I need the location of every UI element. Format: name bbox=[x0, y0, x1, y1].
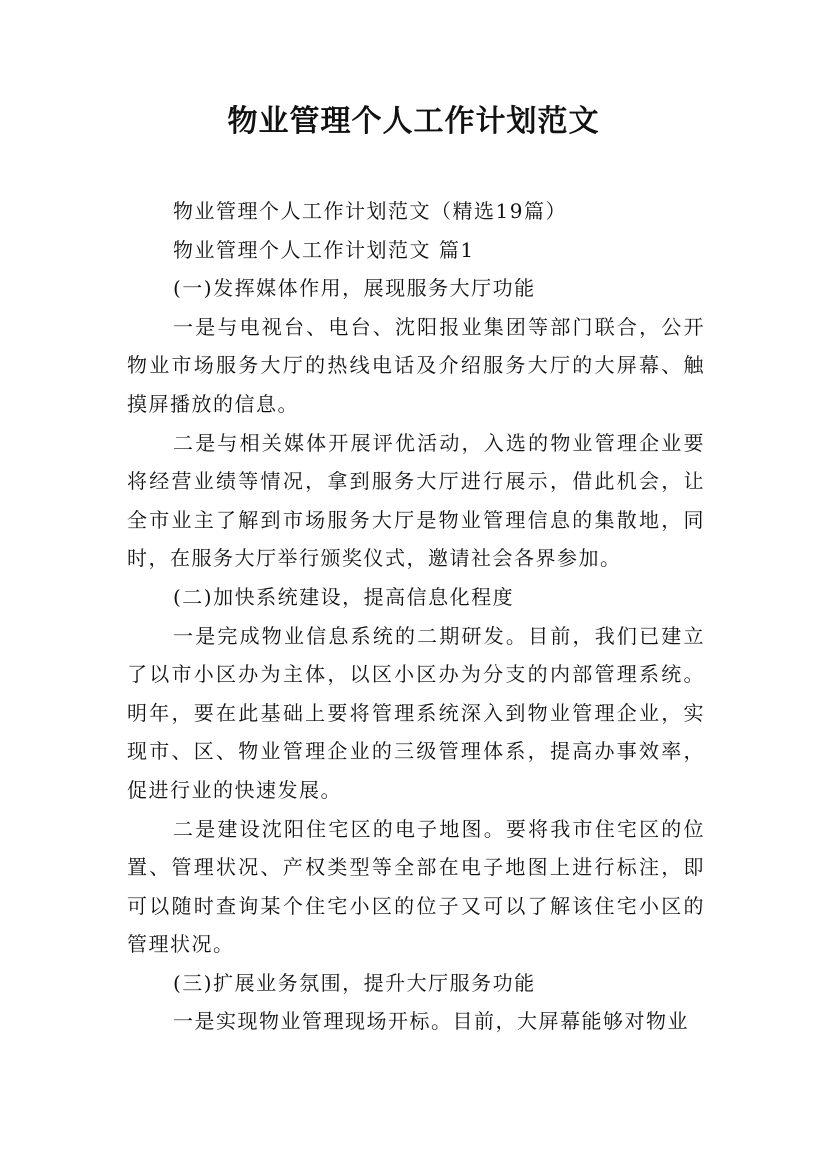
paragraph-text: 一是实现物业管理现场开标。目前，大屏幕能够对物业 bbox=[173, 1009, 689, 1034]
paragraph-text: 二是与相关媒体开展评优活动，入选的物业管理企业要将经营业绩等情况，拿到服务大厅进行展示，借此机会，让全市业主了解到市场服务大厅是物业管理信息的集散地，同时，在服务大厅举行颁奖仪式，邀请社会各界参加。 bbox=[127, 430, 705, 571]
document-body bbox=[127, 192, 705, 1041]
paragraph-heading-3: (三)扩展业务氛围，提升大厅服务功能 bbox=[173, 970, 536, 995]
paragraph-text: 二是建设沈阳住宅区的电子地图。要将我市住宅区的位置、管理状况、产权类型等全部在电子地图上进行标注，即可以随时查询某个住宅小区的位子又可以了解该住宅小区的管理状况。 bbox=[127, 816, 705, 957]
document-title: 物业管理个人工作计划范文 bbox=[227, 104, 600, 139]
paragraph-text: 一是与电视台、电台、沈阳报业集团等部门联合，公开物业市场服务大厅的热线电话及介绍服务大厅的大屏幕、触摸屏播放的信息。 bbox=[127, 314, 705, 416]
paragraph-text: 一是完成物业信息系统的二期研发。目前，我们已建立了以市小区办为主体，以区小区办为分支的内部管理系统。明年，要在此基础上要将管理系统深入到物业管理企业，实现市、区、物业管理企业的三级管理体系，提高办事效率，促进行业的快速发展。 bbox=[127, 623, 705, 802]
paragraph-subtitle: 物业管理个人工作计划范文（精选19篇） bbox=[173, 199, 567, 223]
paragraph-section-label: 物业管理个人工作计划范文 篇1 bbox=[173, 237, 475, 262]
paragraph-heading-2: (二)加快系统建设，提高信息化程度 bbox=[173, 584, 515, 609]
paragraph-heading-1: (一)发挥媒体作用，展现服务大厅功能 bbox=[173, 276, 536, 301]
